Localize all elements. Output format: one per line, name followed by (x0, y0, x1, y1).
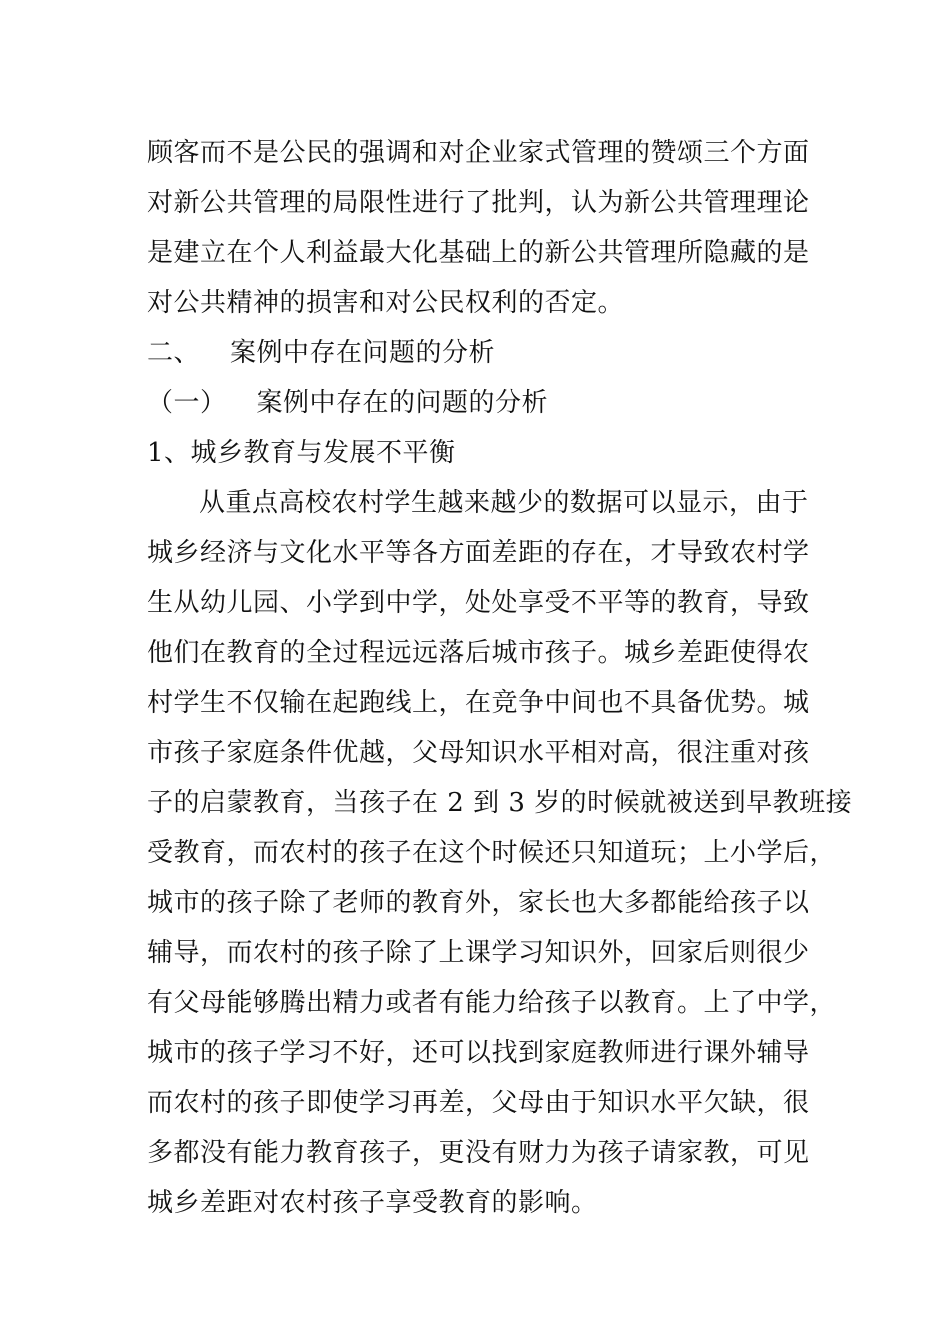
body-line: 从重点高校农村学生越来越少的数据可以显示，由于 (199, 488, 809, 518)
paragraph-line: 顾客而不是公民的强调和对企业家式管理的赞颂三个方面 (147, 138, 810, 168)
document-body (147, 128, 853, 1228)
section-heading-number: 二、 (147, 338, 201, 368)
paragraph-line: 是建立在个人利益最大化基础上的新公共管理所隐藏的是 (147, 238, 810, 268)
body-line: 市孩子家庭条件优越，父母知识水平相对高，很注重对孩 (147, 738, 810, 768)
subsection-heading-number: （一） (147, 388, 227, 418)
body-line: 城市的孩子除了老师的教育外，家长也大多都能给孩子以 (147, 888, 810, 918)
subsection-heading (147, 378, 827, 428)
section-heading (147, 328, 827, 378)
section-heading-title: 案例中存在问题的分析 (230, 338, 496, 368)
body-line: 城市的孩子学习不好，还可以找到家庭教师进行课外辅导 (147, 1038, 810, 1068)
body-line: 受教育，而农村的孩子在这个时候还只知道玩；上小学后， (147, 838, 837, 868)
paragraph-line: 对新公共管理的局限性进行了批判，认为新公共管理理论 (147, 188, 810, 218)
body-line: 多都没有能力教育孩子，更没有财力为孩子请家教，可见 (147, 1138, 810, 1168)
paragraph-line: 对公共精神的损害和对公民权利的否定。 (147, 288, 625, 318)
body-line: 村学生不仅输在起跑线上，在竞争中间也不具备优势。城 (147, 688, 810, 718)
body-line: 城乡差距对农村孩子享受教育的影响。 (147, 1188, 598, 1218)
body-line: 他们在教育的全过程远远落后城市孩子。城乡差距使得农 (147, 638, 810, 668)
subsubsection-heading: 1、城乡教育与发展不平衡 (147, 438, 456, 468)
body-line: 而农村的孩子即使学习再差，父母由于知识水平欠缺，很 (147, 1088, 810, 1118)
body-line: 子的启蒙教育，当孩子在 2 到 3 岁的时候就被送到早教班接 (147, 788, 853, 818)
body-line: 辅导，而农村的孩子除了上课学习知识外，回家后则很少 (147, 938, 810, 968)
subsection-heading-title: 案例中存在的问题的分析 (256, 388, 549, 418)
body-line: 城乡经济与文化水平等各方面差距的存在，才导致农村学 (147, 538, 810, 568)
body-line: 有父母能够腾出精力或者有能力给孩子以教育。上了中学， (147, 988, 837, 1018)
body-line: 生从幼儿园、小学到中学，处处享受不平等的教育，导致 (147, 588, 810, 618)
